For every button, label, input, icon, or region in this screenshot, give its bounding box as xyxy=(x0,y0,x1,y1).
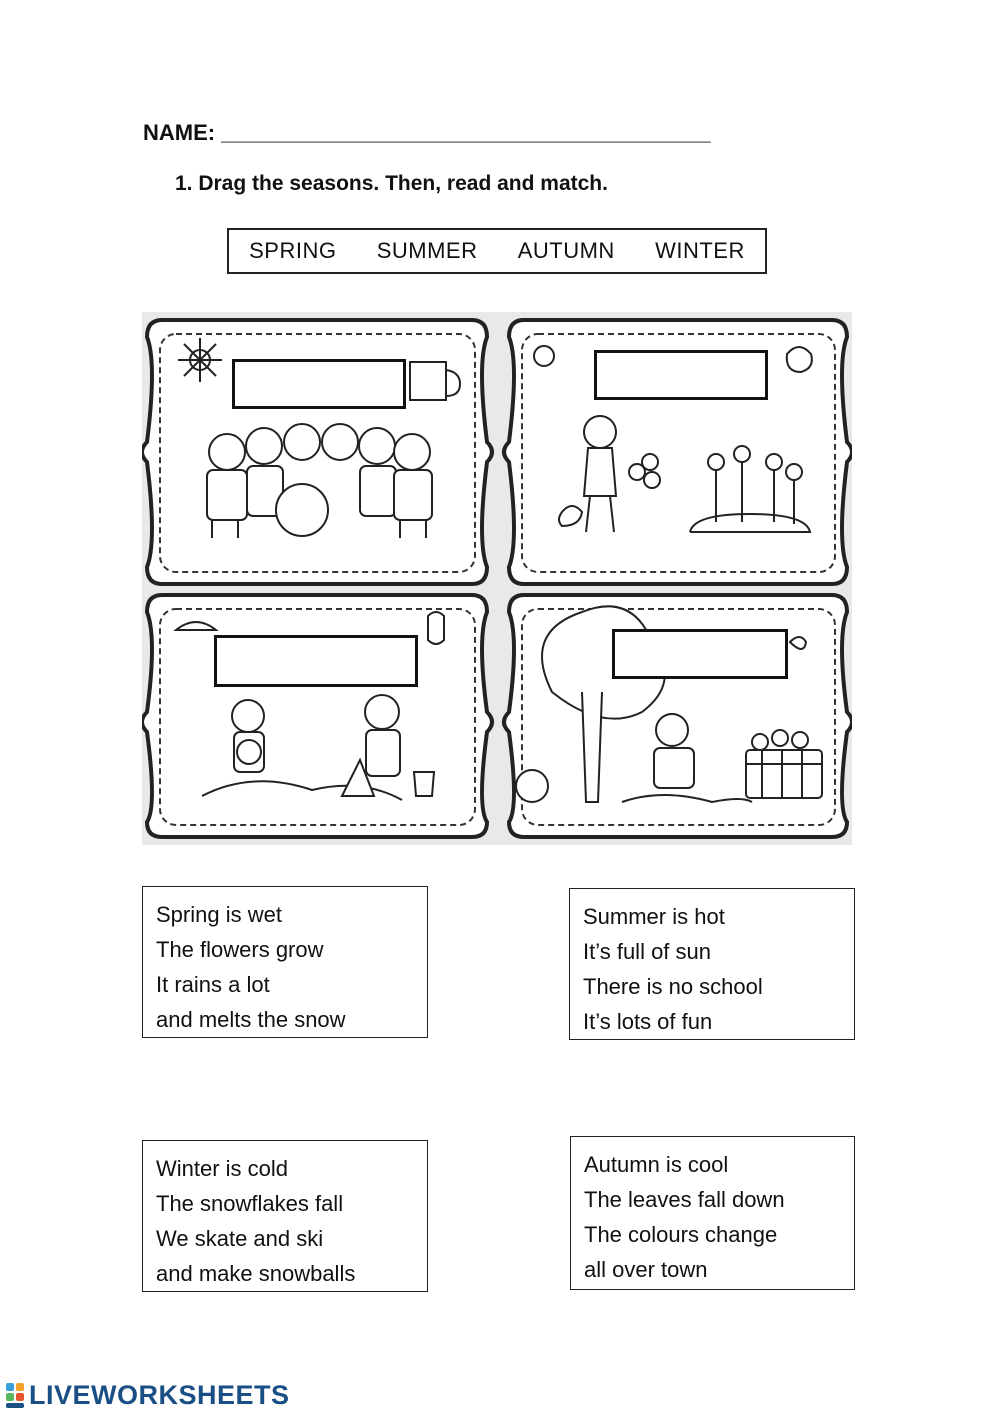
poem-line: Autumn is cool xyxy=(584,1152,729,1177)
poem-line: and make snowballs xyxy=(156,1261,356,1286)
poem-line: all over town xyxy=(584,1257,708,1282)
drop-zone-spring[interactable] xyxy=(594,350,768,400)
poem-line: The colours change xyxy=(584,1222,778,1247)
poem-spring[interactable] xyxy=(142,886,428,1038)
word-summer[interactable]: SUMMER xyxy=(376,238,478,263)
brand-name: LIVEWORKSHEETS xyxy=(29,1380,290,1410)
word-bank xyxy=(227,228,767,274)
poem-autumn[interactable] xyxy=(570,1136,855,1290)
poem-line: Spring is wet xyxy=(156,902,282,927)
poem-line: The leaves fall down xyxy=(584,1187,785,1212)
poem-winter[interactable] xyxy=(142,1140,428,1292)
poem-line: There is no school xyxy=(583,974,763,999)
drop-zone-summer[interactable] xyxy=(214,635,418,687)
poem-line: and melts the snow xyxy=(156,1007,346,1032)
poem-line: We skate and ski xyxy=(156,1226,324,1251)
name-field-label: NAME: ________________________________________ xyxy=(143,120,711,145)
instruction-text: 1. Drag the seasons. Then, read and match. xyxy=(175,172,608,195)
poem-line: Summer is hot xyxy=(583,904,725,929)
seasons-illustration xyxy=(142,312,852,845)
word-winter[interactable]: WINTER xyxy=(655,238,745,263)
word-spring[interactable]: SPRING xyxy=(249,238,337,263)
drop-zone-autumn[interactable] xyxy=(612,629,788,679)
liveworksheets-logo xyxy=(6,1380,290,1411)
poem-line: It rains a lot xyxy=(156,972,270,997)
poem-line: It’s full of sun xyxy=(583,939,711,964)
drop-zone-winter[interactable] xyxy=(232,359,406,409)
poem-line: The snowflakes fall xyxy=(156,1191,344,1216)
poem-line: Winter is cold xyxy=(156,1156,289,1181)
poem-summer[interactable] xyxy=(569,888,855,1040)
poem-line: It’s lots of fun xyxy=(583,1009,713,1034)
poem-line: The flowers grow xyxy=(156,937,324,962)
word-autumn[interactable]: AUTUMN xyxy=(517,238,615,263)
logo-icon xyxy=(6,1383,26,1409)
